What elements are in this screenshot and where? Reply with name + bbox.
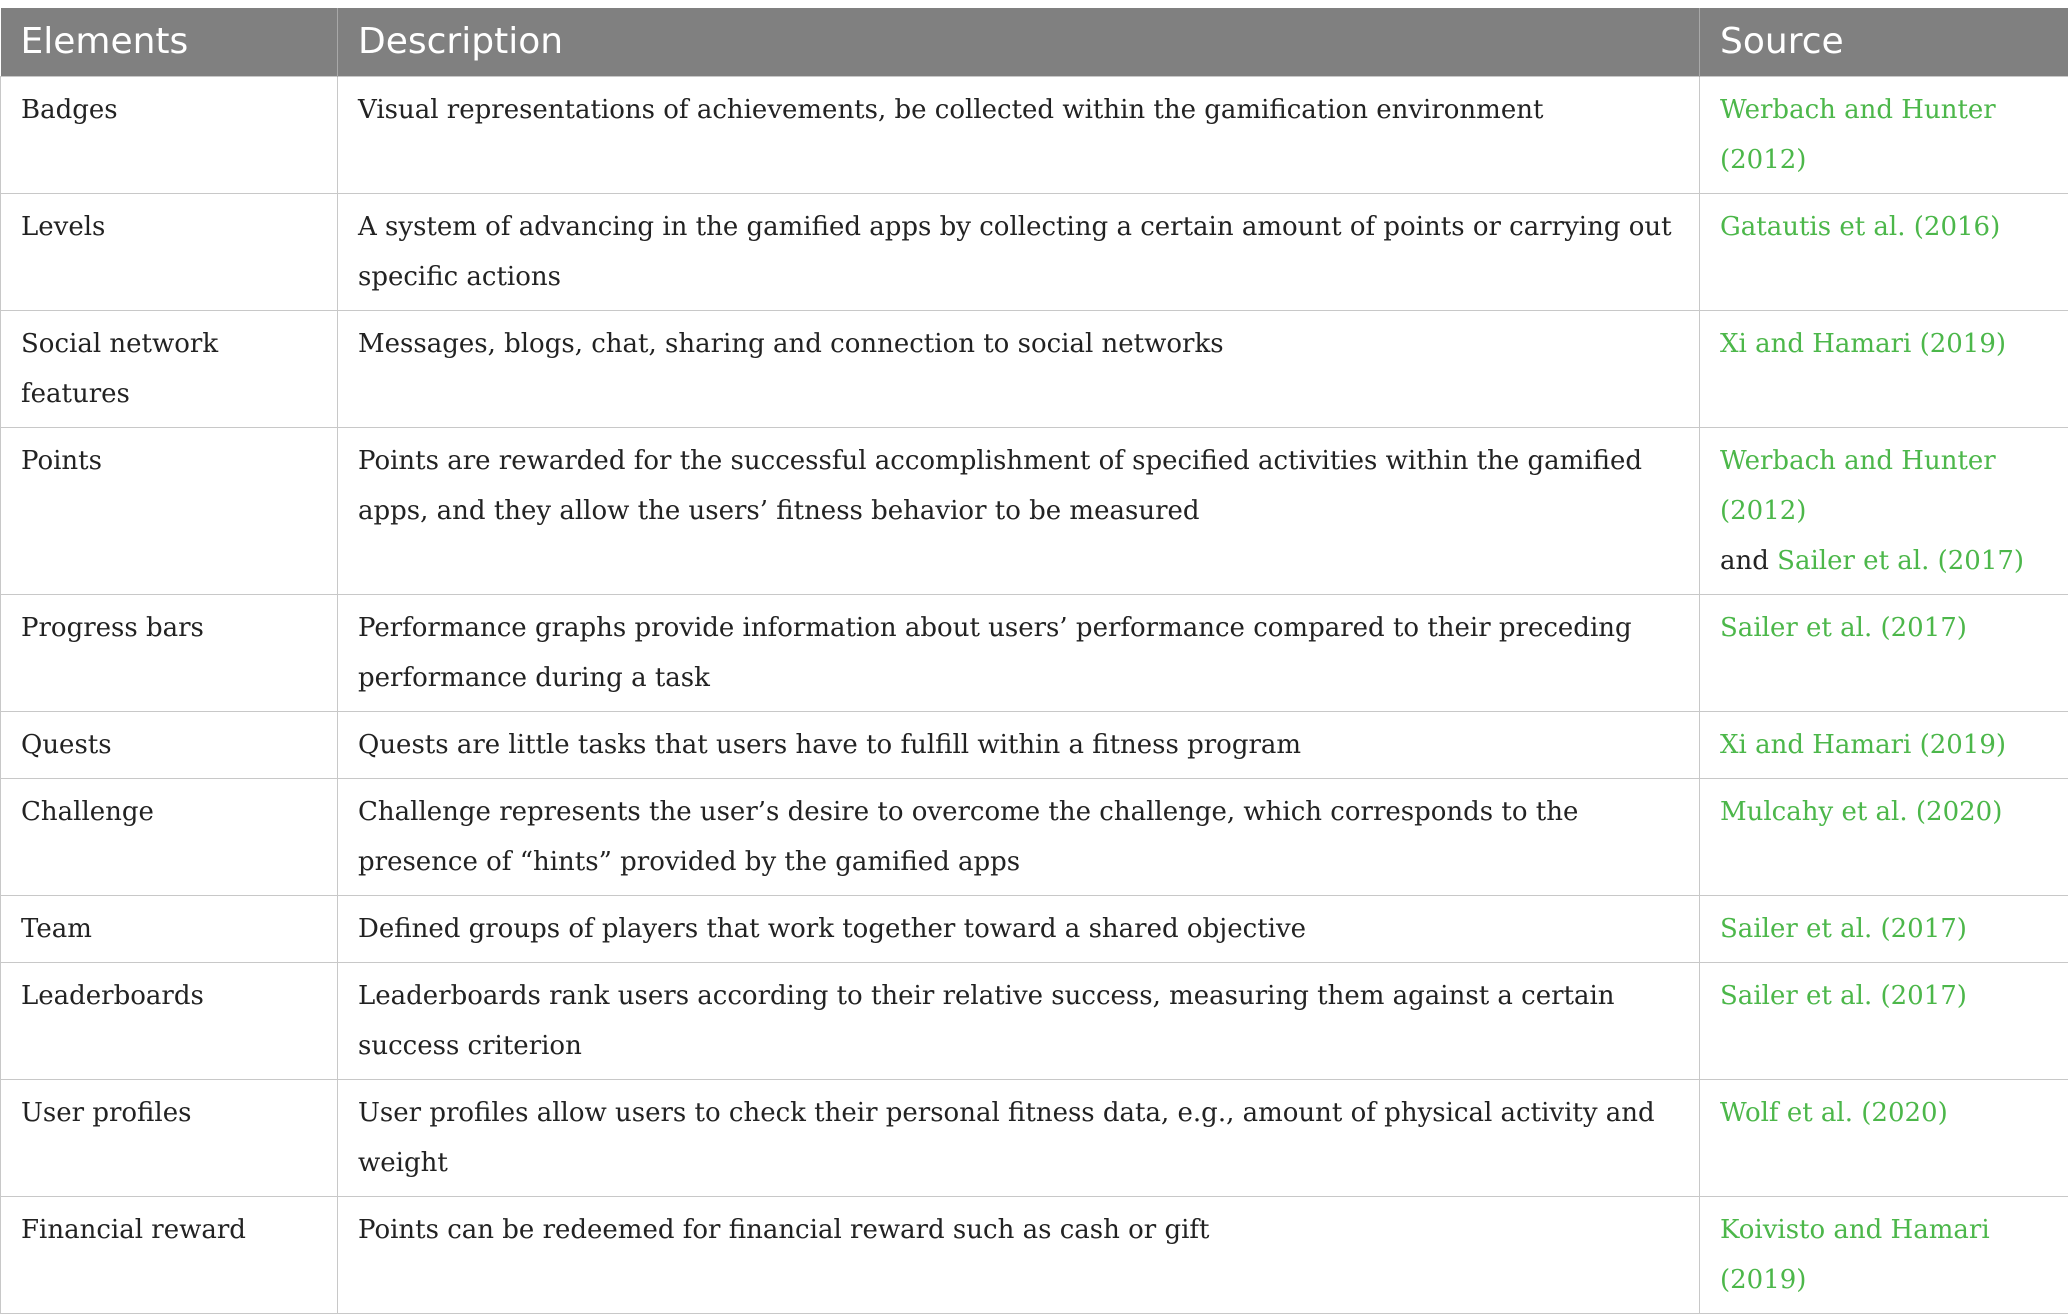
source-cell [1700, 778, 2068, 895]
description-cell: Visual representations of achievements, be collected within the gamification environment [338, 76, 1700, 193]
citation-link[interactable]: Gatautis et al. (2016) [1720, 212, 2000, 242]
table-row [1, 711, 2068, 778]
citation-link[interactable]: Sailer et al. (2017) [1720, 613, 1967, 643]
description-cell: A system of advancing in the gamified apps by collecting a certain amount of points or carrying out specific actions [338, 193, 1700, 310]
table-row [1, 778, 2068, 895]
citation-link[interactable]: Koivisto and Hamari (2019) [1720, 1215, 1990, 1295]
gamification-elements-table [0, 8, 2068, 1314]
element-cell: Points [1, 427, 338, 594]
element-cell: Social network features [1, 310, 338, 427]
table-body [1, 76, 2068, 1313]
source-cell [1700, 1196, 2068, 1313]
table-row [1, 427, 2068, 594]
citation-link[interactable]: Sailer et al. (2017) [1720, 981, 1967, 1011]
table-row [1, 895, 2068, 962]
table-row [1, 1196, 2068, 1313]
table-header [1, 8, 2068, 76]
description-cell: Leaderboards rank users according to their relative success, measuring them against a certain success criterion [338, 962, 1700, 1079]
description-cell: Quests are little tasks that users have to fulfill within a fitness program [338, 711, 1700, 778]
source-cell [1700, 76, 2068, 193]
table-row [1, 594, 2068, 711]
header-description: Description [338, 8, 1700, 76]
citation-link[interactable]: Werbach and Hunter (2012) [1720, 446, 1996, 526]
description-cell: Performance graphs provide information about users’ performance compared to their preceding performance during a task [338, 594, 1700, 711]
table-row [1, 310, 2068, 427]
description-cell: Challenge represents the user’s desire to overcome the challenge, which corresponds to the presence of “hints” provided by the gamified apps [338, 778, 1700, 895]
element-cell: Levels [1, 193, 338, 310]
description-cell: User profiles allow users to check their personal fitness data, e.g., amount of physical activity and weight [338, 1079, 1700, 1196]
element-cell: Financial reward [1, 1196, 338, 1313]
element-cell: Badges [1, 76, 338, 193]
source-cell [1700, 427, 2068, 594]
description-cell: Messages, blogs, chat, sharing and connection to social networks [338, 310, 1700, 427]
table-row [1, 193, 2068, 310]
source-cell [1700, 711, 2068, 778]
element-cell: Quests [1, 711, 338, 778]
source-cell [1700, 310, 2068, 427]
source-cell [1700, 1079, 2068, 1196]
citation-link[interactable]: Sailer et al. (2017) [1777, 546, 2024, 576]
header-row [1, 8, 2068, 76]
description-cell: Defined groups of players that work together toward a shared objective [338, 895, 1700, 962]
table-row [1, 76, 2068, 193]
source-joiner: and [1720, 546, 1769, 576]
element-cell: Team [1, 895, 338, 962]
header-source: Source [1700, 8, 2068, 76]
citation-link[interactable]: Sailer et al. (2017) [1720, 914, 1967, 944]
element-cell: Leaderboards [1, 962, 338, 1079]
citation-link[interactable]: Wolf et al. (2020) [1720, 1098, 1948, 1128]
table-row [1, 962, 2068, 1079]
citation-link[interactable]: Mulcahy et al. (2020) [1720, 797, 2002, 827]
source-cell [1700, 895, 2068, 962]
header-elements: Elements [1, 8, 338, 76]
source-cell [1700, 594, 2068, 711]
element-cell: Challenge [1, 778, 338, 895]
element-cell: User profiles [1, 1079, 338, 1196]
element-cell: Progress bars [1, 594, 338, 711]
citation-link[interactable]: Werbach and Hunter (2012) [1720, 95, 1996, 175]
description-cell: Points are rewarded for the successful accomplishment of specified activities within the gamified apps, and they allow the users’ fitness behavior to be measured [338, 427, 1700, 594]
table-row [1, 1079, 2068, 1196]
description-cell: Points can be redeemed for financial reward such as cash or gift [338, 1196, 1700, 1313]
citation-link[interactable]: Xi and Hamari (2019) [1720, 730, 2006, 760]
source-cell [1700, 193, 2068, 310]
citation-link[interactable]: Xi and Hamari (2019) [1720, 329, 2006, 359]
source-cell [1700, 962, 2068, 1079]
